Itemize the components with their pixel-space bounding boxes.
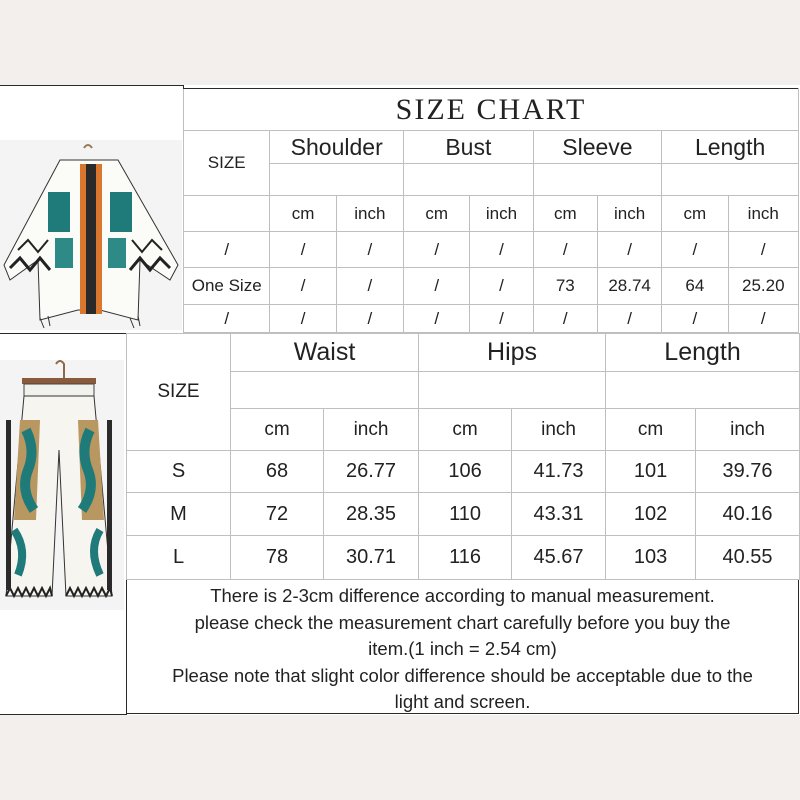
frame-line xyxy=(0,714,127,715)
value-cell: 68 xyxy=(231,451,324,493)
table-row xyxy=(127,536,800,580)
value-cell: 110 xyxy=(419,493,512,536)
value-cell: / xyxy=(270,232,336,268)
note-line: Please note that slight color difference should be acceptable due to the xyxy=(172,664,753,686)
value-cell: 26.77 xyxy=(324,451,419,493)
value-cell: 40.55 xyxy=(696,536,800,580)
value-cell: 30.71 xyxy=(324,536,419,580)
measure-header-length: Length xyxy=(606,334,800,372)
table-row xyxy=(127,451,800,493)
value-cell: 43.31 xyxy=(512,493,606,536)
measure-header-bust: Bust xyxy=(404,131,534,164)
value-cell: 28.74 xyxy=(597,268,661,305)
unit-header: cm xyxy=(419,409,512,451)
measure-header-sleeve: Sleeve xyxy=(533,131,662,164)
value-cell: 102 xyxy=(606,493,696,536)
size-cell: L xyxy=(127,536,231,580)
table-row xyxy=(184,305,799,333)
value-cell: 64 xyxy=(662,268,728,305)
value-cell: 28.35 xyxy=(324,493,419,536)
blank-cell xyxy=(606,372,800,409)
value-cell: / xyxy=(662,232,728,268)
chart-title: SIZE CHART xyxy=(184,89,799,131)
value-cell: 72 xyxy=(231,493,324,536)
value-cell: / xyxy=(470,305,533,333)
unit-header: inch xyxy=(512,409,606,451)
value-cell: 106 xyxy=(419,451,512,493)
measure-header-hips: Hips xyxy=(419,334,606,372)
value-cell: 39.76 xyxy=(696,451,800,493)
value-cell: / xyxy=(470,268,533,305)
blank-cell xyxy=(419,372,606,409)
value-cell: / xyxy=(336,232,403,268)
value-cell: 45.67 xyxy=(512,536,606,580)
note-line: item.(1 inch = 2.54 cm) xyxy=(368,638,557,659)
value-cell: 40.16 xyxy=(696,493,800,536)
size-column-header: SIZE xyxy=(127,334,231,451)
note-line: please check the measurement chart carefully before you buy the xyxy=(194,611,731,633)
unit-header: inch xyxy=(470,196,533,232)
value-cell: / xyxy=(404,232,470,268)
value-cell: 101 xyxy=(606,451,696,493)
unit-header: inch xyxy=(324,409,419,451)
blank-cell xyxy=(184,196,270,232)
trousers-image xyxy=(0,360,124,610)
value-cell: / xyxy=(597,232,661,268)
bottom-size-table xyxy=(126,333,800,580)
table-row xyxy=(127,493,800,536)
measure-header-length: Length xyxy=(662,131,799,164)
unit-header: inch xyxy=(336,196,403,232)
value-cell: 103 xyxy=(606,536,696,580)
value-cell: / xyxy=(336,305,403,333)
size-cell: S xyxy=(127,451,231,493)
size-cell: / xyxy=(184,305,270,333)
value-cell: / xyxy=(728,305,798,333)
note-line: There is 2-3cm difference according to manual measurement. xyxy=(210,585,715,606)
measure-header-shoulder: Shoulder xyxy=(270,131,404,164)
value-cell: / xyxy=(533,305,597,333)
blank-cell xyxy=(231,372,419,409)
unit-header: inch xyxy=(696,409,800,451)
unit-header: cm xyxy=(533,196,597,232)
unit-header: cm xyxy=(270,196,336,232)
table-row xyxy=(184,268,799,305)
frame-line xyxy=(0,85,183,86)
value-cell: 41.73 xyxy=(512,451,606,493)
blank-cell xyxy=(533,164,662,196)
value-cell: / xyxy=(336,268,403,305)
unit-header: inch xyxy=(728,196,798,232)
value-cell: / xyxy=(270,305,336,333)
blank-cell xyxy=(404,164,534,196)
unit-header: cm xyxy=(662,196,728,232)
measurement-notes xyxy=(126,580,799,714)
value-cell: / xyxy=(533,232,597,268)
size-cell: M xyxy=(127,493,231,536)
blank-cell xyxy=(270,164,404,196)
value-cell: 116 xyxy=(419,536,512,580)
value-cell: / xyxy=(404,305,470,333)
size-cell: One Size xyxy=(184,268,270,305)
note-line: light and screen. xyxy=(394,691,531,712)
value-cell: / xyxy=(404,268,470,305)
cardigan-image xyxy=(0,140,182,330)
unit-header: cm xyxy=(231,409,324,451)
value-cell: / xyxy=(662,305,728,333)
value-cell: / xyxy=(470,232,533,268)
table-row xyxy=(184,232,799,268)
unit-header: inch xyxy=(597,196,661,232)
top-size-table xyxy=(183,88,799,333)
value-cell: 73 xyxy=(533,268,597,305)
size-column-header: SIZE xyxy=(184,131,270,196)
size-cell: / xyxy=(184,232,270,268)
measure-header-waist: Waist xyxy=(231,334,419,372)
value-cell: 25.20 xyxy=(728,268,798,305)
unit-header: cm xyxy=(404,196,470,232)
unit-header: cm xyxy=(606,409,696,451)
value-cell: 78 xyxy=(231,536,324,580)
value-cell: / xyxy=(597,305,661,333)
blank-cell xyxy=(662,164,799,196)
value-cell: / xyxy=(728,232,798,268)
value-cell: / xyxy=(270,268,336,305)
